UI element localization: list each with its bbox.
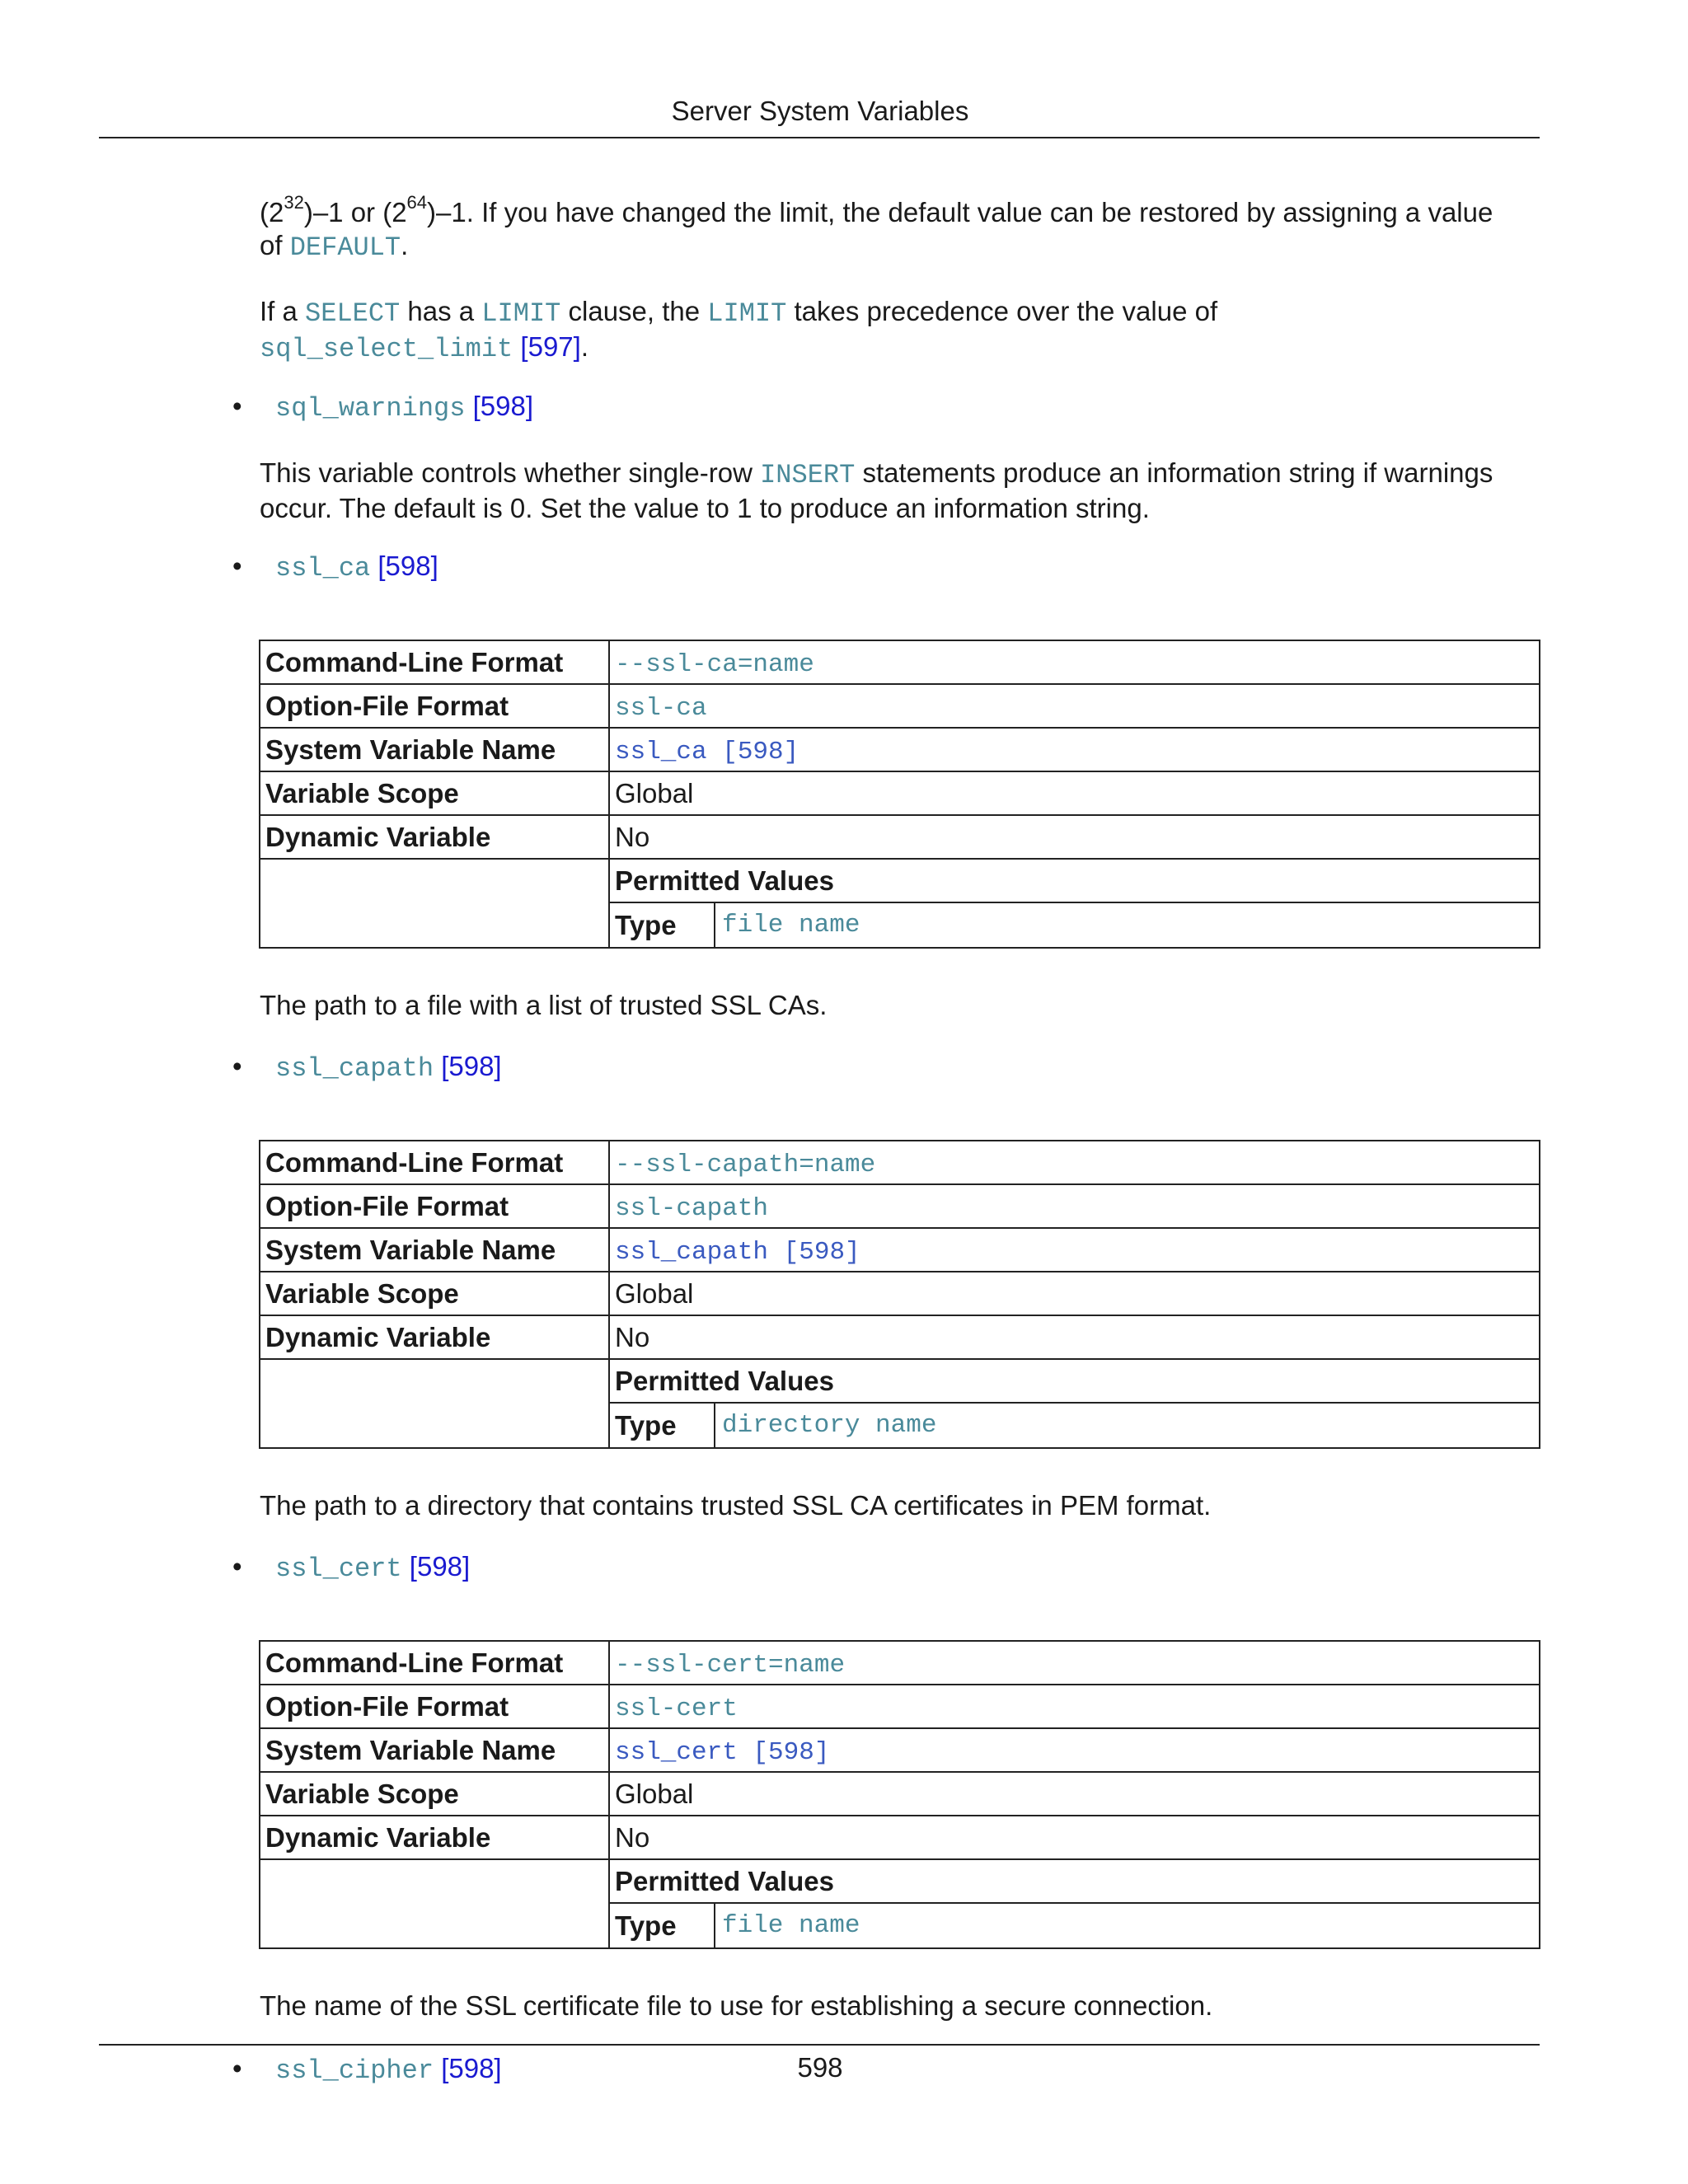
page-ref-link[interactable]: [597] — [520, 331, 581, 362]
permitted-values-heading: Permitted Values — [610, 1360, 1539, 1404]
ssl-capath-description: The path to a directory that contains trusted SSL CA certificates in PEM format. — [260, 1490, 1212, 1521]
type-value: directory name — [722, 1411, 937, 1440]
table-row — [260, 1772, 1540, 1816]
option-file-value[interactable]: ssl-ca — [615, 693, 707, 723]
page-header-title: Server System Variables — [671, 96, 969, 126]
cmd-format-label: Command-Line Format — [260, 1141, 609, 1184]
intro-paragraph-1: $(2^{32})-1$ or $(2^{64})-1$. If you have changed the limit, the default value can be restored by assigning a value of DEFAULT. — [260, 192, 1493, 263]
intro-paragraph-2: If a SELECT has a LIMIT clause, the LIMIT takes precedence over the value of sql_select_limit [597]. — [260, 296, 1218, 364]
dynamic-value: No — [609, 815, 1540, 859]
ssl-cert-description: The name of the SSL certificate file to use for establishing a secure connection. — [260, 1990, 1213, 2021]
system-variable-value[interactable]: ssl_capath [598] — [615, 1237, 860, 1267]
table-row — [260, 728, 1540, 771]
option-file-label: Option-File Format — [260, 1184, 609, 1228]
code-limit[interactable]: LIMIT — [707, 298, 787, 329]
bullet-icon: • — [232, 551, 242, 581]
scope-value: Global — [609, 1272, 1540, 1315]
permitted-values-cell — [609, 859, 1540, 948]
link-sql-warnings[interactable]: sql_warnings — [275, 393, 466, 424]
permitted-values-heading: Permitted Values — [610, 860, 1539, 903]
table-row — [260, 684, 1540, 728]
bullet-ssl-capath — [232, 1050, 502, 1085]
type-label: Type — [610, 1904, 715, 1947]
scope-value: Global — [609, 1772, 1540, 1816]
link-ssl-cipher[interactable]: ssl_cipher — [275, 2055, 434, 2086]
code-insert[interactable]: INSERT — [760, 460, 856, 490]
page-ref-link[interactable]: [598] — [441, 2053, 502, 2083]
table-row — [260, 1816, 1540, 1859]
cmd-format-label: Command-Line Format — [260, 1641, 609, 1685]
bullet-ssl-cert — [232, 1550, 470, 1586]
scope-value: Global — [609, 771, 1540, 815]
table-row — [260, 1728, 1540, 1772]
cmd-format-label: Command-Line Format — [260, 640, 609, 684]
system-variable-label: System Variable Name — [260, 728, 609, 771]
scope-label: Variable Scope — [260, 771, 609, 815]
permitted-values-cell — [609, 1859, 1540, 1948]
code-default[interactable]: DEFAULT — [289, 232, 401, 263]
page-ref-link[interactable]: [598] — [377, 551, 438, 581]
dynamic-value: No — [609, 1816, 1540, 1859]
bullet-icon: • — [232, 2053, 242, 2083]
table-row — [260, 859, 1540, 948]
table-row — [260, 771, 1540, 815]
table-row — [260, 815, 1540, 859]
permitted-values-cell — [609, 1359, 1540, 1448]
type-label: Type — [610, 1404, 715, 1447]
option-file-value[interactable]: ssl-capath — [615, 1193, 769, 1223]
table-row — [260, 1272, 1540, 1315]
type-value: file name — [722, 1911, 860, 1940]
scope-label: Variable Scope — [260, 1772, 609, 1816]
code-select[interactable]: SELECT — [305, 298, 401, 329]
header-rule — [99, 137, 1540, 138]
ssl-ca-description: The path to a file with a list of trusted SSL CAs. — [260, 990, 828, 1020]
page-number: 598 — [797, 2052, 843, 2083]
system-variable-label: System Variable Name — [260, 1228, 609, 1272]
ssl-ca-options-table — [259, 640, 1540, 949]
table-row — [260, 1859, 1540, 1948]
system-variable-label: System Variable Name — [260, 1728, 609, 1772]
table-row — [260, 1359, 1540, 1448]
type-value: file name — [722, 911, 860, 940]
option-file-value[interactable]: ssl-cert — [615, 1694, 738, 1723]
dynamic-label: Dynamic Variable — [260, 1315, 609, 1359]
link-ssl-capath[interactable]: ssl_capath — [275, 1053, 434, 1084]
table-row — [260, 1685, 1540, 1728]
cmd-format-value[interactable]: --ssl-capath=name — [615, 1150, 876, 1179]
table-row — [260, 1141, 1540, 1184]
link-sql-select-limit[interactable]: sql_select_limit — [260, 334, 513, 364]
link-ssl-ca[interactable]: ssl_ca — [275, 553, 371, 583]
bullet-icon: • — [232, 1551, 242, 1582]
ssl-cert-options-table — [259, 1640, 1540, 1949]
cmd-format-value[interactable]: --ssl-cert=name — [615, 1650, 846, 1680]
footer-rule — [99, 2044, 1540, 2046]
table-row — [260, 640, 1540, 684]
table-row — [260, 1228, 1540, 1272]
table-row — [260, 1641, 1540, 1685]
page-ref-link[interactable]: [598] — [472, 391, 534, 421]
dynamic-label: Dynamic Variable — [260, 815, 609, 859]
ssl-capath-options-table — [259, 1140, 1540, 1449]
sql-warnings-description: This variable controls whether single-row INSERT statements produce an information string if warnings occur. The default is 0. Set the value to 1 to produce an information string. — [260, 457, 1493, 523]
bullet-ssl-ca — [232, 550, 438, 585]
option-file-label: Option-File Format — [260, 684, 609, 728]
table-row — [260, 1315, 1540, 1359]
bullet-icon: • — [232, 1051, 242, 1081]
scope-label: Variable Scope — [260, 1272, 609, 1315]
permitted-values-heading: Permitted Values — [610, 1860, 1539, 1904]
page-ref-link[interactable]: [598] — [441, 1051, 502, 1081]
bullet-sql-warnings — [232, 390, 533, 425]
cmd-format-value[interactable]: --ssl-ca=name — [615, 649, 814, 679]
dynamic-value: No — [609, 1315, 1540, 1359]
link-ssl-cert[interactable]: ssl_cert — [275, 1554, 402, 1584]
bullet-icon: • — [232, 391, 242, 421]
system-variable-value[interactable]: ssl_ca [598] — [615, 737, 799, 766]
system-variable-value[interactable]: ssl_cert [598] — [615, 1737, 830, 1767]
dynamic-label: Dynamic Variable — [260, 1816, 609, 1859]
option-file-label: Option-File Format — [260, 1685, 609, 1728]
code-limit[interactable]: LIMIT — [481, 298, 561, 329]
table-row — [260, 1184, 1540, 1228]
type-label: Type — [610, 903, 715, 947]
page-ref-link[interactable]: [598] — [409, 1551, 471, 1582]
